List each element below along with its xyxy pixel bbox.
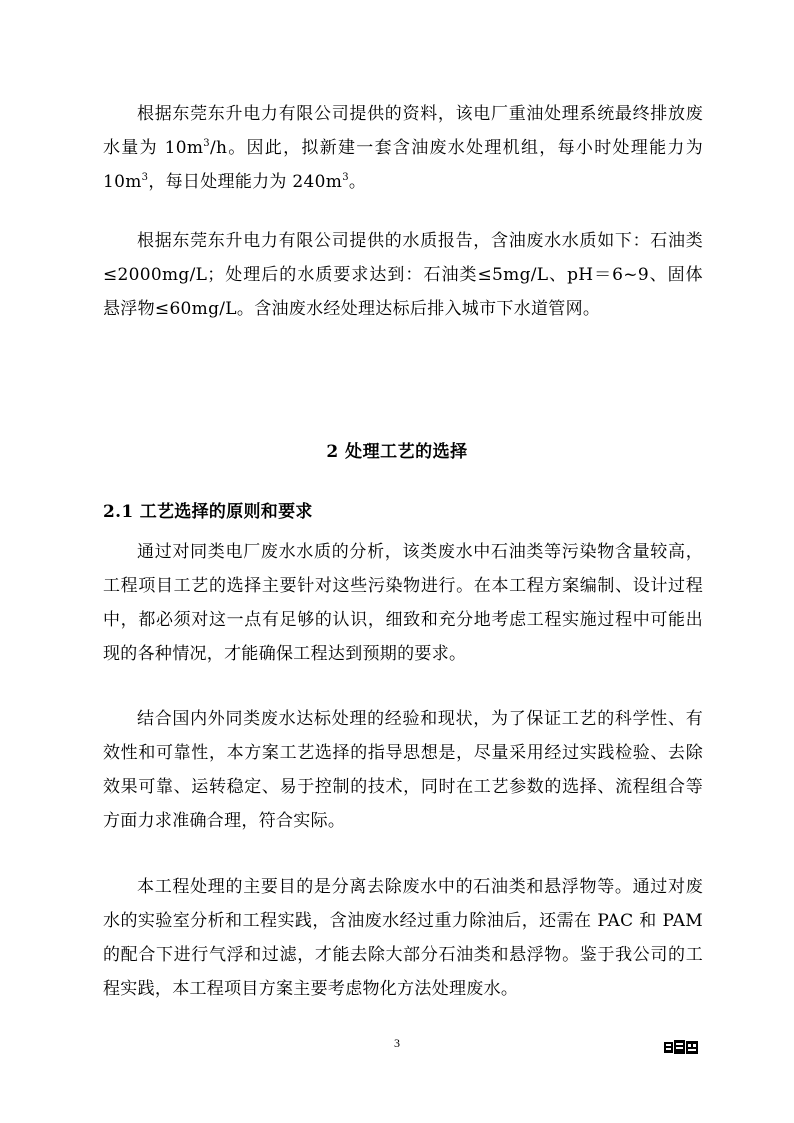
section-heading: 2 处理工艺的选择 — [326, 442, 468, 462]
para1-text-b: /h。因此，拟新建一套含油废水处理机组，每小时处理能力为 10m — [103, 138, 703, 192]
superscript-cubic: 3 — [342, 172, 349, 183]
superscript-cubic: 3 — [141, 172, 149, 183]
paragraph-water-quality: 根据东莞东升电力有限公司提供的水质报告，含油废水水质如下：石油类≤2000mg/L；处理后的水质要求达到：石油类≤5mg/L、pH＝6~9、固体悬浮物≤60mg/L。含油废水经处理达标后排入城市下水道管网。 — [103, 231, 703, 319]
paragraph-guiding-principle: 结合国内外同类废水达标处理的经验和现状，为了保证工艺的科学性、有效性和可靠性，本方案工艺选择的指导思想是，尽量采用经过实践检验、去除效果可靠、运转稳定、易于控制的技术，同时在工艺参数的选择、流程组合等方面力求准确合理，符合实际。 — [103, 709, 703, 831]
para1-text-a: 根据东莞东升电力有限公司提供的资料，该电厂重油处理系统最终排放废水量为 10m — [103, 104, 703, 158]
superscript-cubic: 3 — [203, 138, 210, 149]
para1-text-d: 。 — [348, 172, 367, 192]
para1-text-c: ，每日处理能力为 240m — [148, 172, 343, 192]
paragraph-water-volume — [103, 97, 703, 199]
paragraph-analysis: 通过对同类电厂废水水质的分析，该类废水中石油类等污染物含量较高，工程项目工艺的选择主要针对这些污染物进行。在本工程方案编制、设计过程中，都必须对这一点有足够的认识，细致和充分地考虑工程实施过程中可能出现的各种情况，才能确保工程达到预期的要求。 — [103, 542, 703, 664]
paragraph-main-purpose: 本工程处理的主要目的是分离去除废水中的石油类和悬浮物等。通过对废水的实验室分析和工程实践，含油废水经过重力除油后，还需在 PAC 和 PAM 的配合下进行气浮和过滤，才能去除大部分石油类和悬浮物。鉴于我公司的工程实践，本工程项目方案主要考虑物化方法处理废水。 — [103, 877, 703, 999]
subsection-heading: 2.1 工艺选择的原则和要求 — [103, 502, 313, 522]
page-number: 3 — [394, 1036, 400, 1050]
watermark-logo-icon — [664, 1039, 698, 1055]
